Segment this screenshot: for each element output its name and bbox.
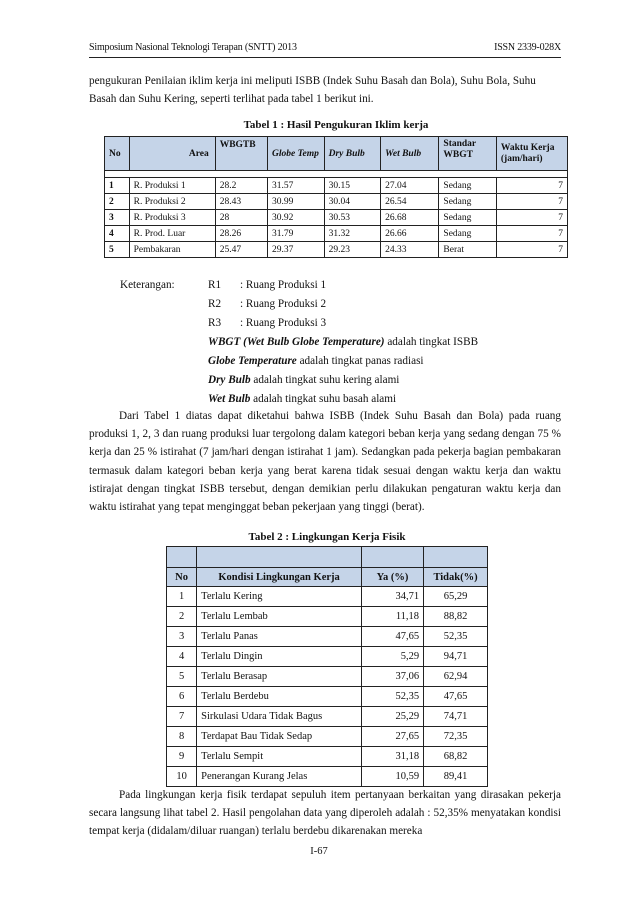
table2-cell: Terdapat Bau Tidak Sedap xyxy=(197,727,362,747)
table1-cell: 26.66 xyxy=(381,226,439,242)
table2-cell: Terlalu Berdebu xyxy=(197,687,362,707)
ket-desc-r3: : Ruang Produksi 3 xyxy=(240,317,327,329)
table2-row xyxy=(167,587,488,607)
table1-cell: 2 xyxy=(105,194,130,210)
ket-desc-r1: : Ruang Produksi 1 xyxy=(240,279,327,291)
table1-cell: 24.33 xyxy=(381,242,439,258)
table1-cell: R. Prod. Luar xyxy=(129,226,215,242)
table2-row xyxy=(167,627,488,647)
table2-cell: 3 xyxy=(167,627,197,647)
table1-cell: 30.92 xyxy=(267,210,324,226)
table2-cell: 47,65 xyxy=(362,627,424,647)
table2-cell: 9 xyxy=(167,747,197,767)
table2-cell: 47,65 xyxy=(424,687,488,707)
table-lingkungan-kerja xyxy=(166,546,488,787)
t2-spacer-ya xyxy=(362,547,424,568)
table2-cell: 65,29 xyxy=(424,587,488,607)
t2-col-ya: Ya (%) xyxy=(362,568,424,587)
col-area: Area xyxy=(129,137,215,171)
table1-cell: 7 xyxy=(496,210,567,226)
table1-cell: 3 xyxy=(105,210,130,226)
table2-row xyxy=(167,687,488,707)
table1-cell: 26.54 xyxy=(381,194,439,210)
table2-cell: 94,71 xyxy=(424,647,488,667)
t2-spacer-no xyxy=(167,547,197,568)
col-waktu-kerja: Waktu Kerja (jam/hari) xyxy=(496,137,567,171)
def-term-wbgt: WBGT (Wet Bulb Globe Temperature) xyxy=(208,336,385,348)
def-term-dry: Dry Bulb xyxy=(208,374,251,386)
table2-cell: 25,29 xyxy=(362,707,424,727)
table2-cell: 5,29 xyxy=(362,647,424,667)
table1-cell: Sedang xyxy=(439,210,496,226)
table2-cell: 52,35 xyxy=(424,627,488,647)
table2-cell: 74,71 xyxy=(424,707,488,727)
t2-col-no: No xyxy=(167,568,197,587)
table1-cell: 7 xyxy=(496,194,567,210)
col-wbgtb: WBGTB xyxy=(215,137,267,171)
table1-cell: Sedang xyxy=(439,178,496,194)
table2-row xyxy=(167,607,488,627)
t2-col-kondisi: Kondisi Lingkungan Kerja xyxy=(197,568,362,587)
table2-cell: 27,65 xyxy=(362,727,424,747)
table2-cell: 4 xyxy=(167,647,197,667)
table1-cell: 28.43 xyxy=(215,194,267,210)
table1-cell: 5 xyxy=(105,242,130,258)
table2-row xyxy=(167,707,488,727)
paragraph-lingkungan: Pada lingkungan kerja fisik terdapat sepuluh item pertanyaan berkaitan yang dirasakan pekerja secara langsung lihat tabel 2. Hasil pengolahan data yang diperoleh adalah : 52,35% menyatakan kondisi tempat kerja (didalam/diluar ruangan) terlalu berdebu dikarenakan mereka xyxy=(89,789,561,838)
table1-cell: 30.15 xyxy=(324,178,380,194)
table2-cell: 34,71 xyxy=(362,587,424,607)
table1-cell: 28.26 xyxy=(215,226,267,242)
table2-cell: 72,35 xyxy=(424,727,488,747)
keterangan-block xyxy=(120,276,478,409)
table2-cell: Penerangan Kurang Jelas xyxy=(197,767,362,787)
col-wet-bulb: Wet Bulb xyxy=(381,137,439,171)
table2-cell: 2 xyxy=(167,607,197,627)
def-term-globe: Globe Temperature xyxy=(208,355,297,367)
running-header xyxy=(89,42,561,56)
header-rule xyxy=(89,57,561,58)
table2-cell: 37,06 xyxy=(362,667,424,687)
table1-cell: 7 xyxy=(496,226,567,242)
table2-cell: 5 xyxy=(167,667,197,687)
table2-cell: 52,35 xyxy=(362,687,424,707)
table1-cell: 29.37 xyxy=(267,242,324,258)
table2-cell: 62,94 xyxy=(424,667,488,687)
table2-cell: Terlalu Kering xyxy=(197,587,362,607)
header-issn: ISSN 2339-028X xyxy=(494,42,561,53)
table2-cell: Terlalu Sempit xyxy=(197,747,362,767)
table-iklim-kerja xyxy=(104,136,568,258)
table2-cell: 88,82 xyxy=(424,607,488,627)
table2-cell: Terlalu Berasap xyxy=(197,667,362,687)
def-desc-wbgt: adalah tingkat ISBB xyxy=(384,336,479,348)
t2-spacer-tidak xyxy=(424,547,488,568)
table1-spacer xyxy=(105,171,568,178)
def-term-wet: Wet Bulb xyxy=(208,393,251,405)
table2-row xyxy=(167,767,488,787)
table2-row xyxy=(167,747,488,767)
table1-cell: 30.53 xyxy=(324,210,380,226)
table1-row xyxy=(105,210,568,226)
table1-cell: 30.04 xyxy=(324,194,380,210)
ket-desc-r2: : Ruang Produksi 2 xyxy=(240,298,327,310)
table2-cell: 11,18 xyxy=(362,607,424,627)
table2-cell: 10 xyxy=(167,767,197,787)
paragraph-isbb: Dari Tabel 1 diatas dapat diketahui bahwa ISBB (Indek Suhu Basah dan Bola) pada ruang produksi 1, 2, 3 dan ruang produksi luar tergolong dalam kategori beban kerja yang sedang dengan 75 % kerja dan 25 % istirahat (7 jam/hari dengan istirahat 1 jam). Sedangkan pada pekerja bagian pembakaran termasuk dalam kategori beban kerja yang berat karena tidak sesuai dengan waktu kerja dan waktu istirajat dengan tingkat ISBB tersebut, dengan demikian perlu dilakukan pengaturan waktu kerja dan waktu istirahat yang tepat menginggat beban pekerjaan yang tinggi (berat). xyxy=(89,410,561,514)
table2-cell: 8 xyxy=(167,727,197,747)
table1-caption: Tabel 1 : Hasil Pengukuran Iklim kerja xyxy=(243,119,429,131)
table1-cell: 1 xyxy=(105,178,130,194)
table2-cell: 89,41 xyxy=(424,767,488,787)
table2-cell: Terlalu Panas xyxy=(197,627,362,647)
table2-row xyxy=(167,727,488,747)
intro-paragraph: pengukuran Penilaian iklim kerja ini meliputi ISBB (Indek Suhu Basah dan Bola), Suhu Bola, Suhu Basah dan Suhu Kering, seperti terlihat pada tabel 1 berikut ini. xyxy=(89,75,536,105)
table1-row xyxy=(105,178,568,194)
table1-row xyxy=(105,242,568,258)
col-globe-temp: Globe Temp xyxy=(267,137,324,171)
ket-code-r1: R1 xyxy=(208,279,222,291)
table2-cell: 10,59 xyxy=(362,767,424,787)
table2-cell: Terlalu Dingin xyxy=(197,647,362,667)
ket-code-r2: R2 xyxy=(208,298,222,310)
def-desc-globe: adalah tingkat panas radiasi xyxy=(296,355,424,367)
keterangan-label: Keterangan: xyxy=(120,279,175,291)
table1-cell: 31.32 xyxy=(324,226,380,242)
table2-cell: 6 xyxy=(167,687,197,707)
def-desc-dry: adalah tingkat suhu kering alami xyxy=(250,374,400,386)
t2-spacer-kondisi xyxy=(197,547,362,568)
col-standar-wbgt: Standar WBGT xyxy=(439,137,496,171)
def-desc-wet: adalah tingkat suhu basah alami xyxy=(250,393,397,405)
table1-cell: 26.68 xyxy=(381,210,439,226)
table1-row xyxy=(105,226,568,242)
table1-cell: Pembakaran xyxy=(129,242,215,258)
table1-cell: 7 xyxy=(496,178,567,194)
table2-cell: 68,82 xyxy=(424,747,488,767)
t2-col-tidak: Tidak(%) xyxy=(424,568,488,587)
table2-cell: 7 xyxy=(167,707,197,727)
table1-cell: Sedang xyxy=(439,226,496,242)
table1-row xyxy=(105,194,568,210)
table1-cell: R. Produksi 2 xyxy=(129,194,215,210)
table1-cell: 4 xyxy=(105,226,130,242)
table1-cell: R. Produksi 3 xyxy=(129,210,215,226)
table2-cell: Sirkulasi Udara Tidak Bagus xyxy=(197,707,362,727)
page-number: I-67 xyxy=(310,846,328,857)
ket-code-r3: R3 xyxy=(208,317,222,329)
table1-cell: Sedang xyxy=(439,194,496,210)
col-dry-bulb: Dry Bulb xyxy=(324,137,380,171)
table1-cell: 30.99 xyxy=(267,194,324,210)
table1-cell: 28 xyxy=(215,210,267,226)
table1-cell: 31.57 xyxy=(267,178,324,194)
table1-cell: R. Produksi 1 xyxy=(129,178,215,194)
table1-cell: 29.23 xyxy=(324,242,380,258)
table2-cell: 1 xyxy=(167,587,197,607)
table2-row xyxy=(167,667,488,687)
table1-cell: 28.2 xyxy=(215,178,267,194)
table1-cell: 31.79 xyxy=(267,226,324,242)
col-no: No xyxy=(105,137,130,171)
table1-cell: Berat xyxy=(439,242,496,258)
header-conference: Simposium Nasional Teknologi Terapan (SNTT) 2013 xyxy=(89,42,297,53)
table2-cell: Terlalu Lembab xyxy=(197,607,362,627)
table1-cell: 27.04 xyxy=(381,178,439,194)
table1-cell: 25.47 xyxy=(215,242,267,258)
table2-cell: 31,18 xyxy=(362,747,424,767)
table2-row xyxy=(167,647,488,667)
table2-caption: Tabel 2 : Lingkungan Kerja Fisik xyxy=(248,531,406,543)
table1-cell: 7 xyxy=(496,242,567,258)
